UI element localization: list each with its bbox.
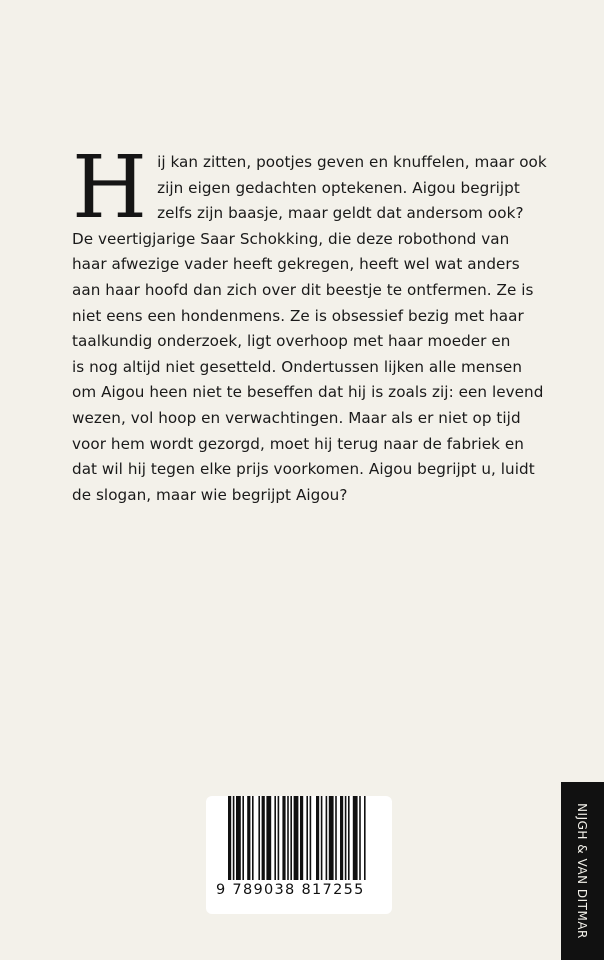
barcode-icon <box>228 796 370 882</box>
blurb-line: wezen, vol hoop en verwachtingen. Maar als er niet op tijd <box>72 408 521 427</box>
barcode-bar <box>228 796 231 880</box>
barcode-bar <box>326 796 328 880</box>
barcode-bar <box>316 796 319 880</box>
blurb-line: taalkundig onderzoek, ligt overhoop met haar moeder en <box>72 332 511 351</box>
blurb-line: de slogan, maar wie begrijpt Aigou? <box>72 485 348 504</box>
barcode-label <box>206 796 392 914</box>
barcode-bar <box>359 796 361 880</box>
barcode-bar <box>233 796 235 880</box>
blurb-line: aan haar hoofd dan zich over dit beestje te ontfermen. Ze is <box>72 280 534 299</box>
barcode-bar <box>340 796 343 880</box>
barcode-bar <box>353 796 358 880</box>
drop-cap: H <box>72 138 148 238</box>
barcode-bar <box>258 796 260 880</box>
blurb-line: ij kan zitten, pootjes geven en knuffelen, maar ook <box>157 153 547 171</box>
barcode-bar <box>278 796 280 880</box>
blurb-line: zijn eigen gedachten optekenen. Aigou begrijpt <box>157 178 520 197</box>
barcode-bar <box>300 796 303 880</box>
blurb-paragraph <box>72 138 547 508</box>
publisher-name: NIJGH & VAN DITMAR <box>575 803 590 939</box>
barcode-bar <box>306 796 308 880</box>
blurb-line: zelfs zijn baasje, maar geldt dat andersom ook? <box>157 204 524 223</box>
blurb-line: haar afwezige vader heeft gekregen, heeft wel wat anders <box>72 255 520 274</box>
barcode-bar <box>321 796 323 880</box>
barcode-bar <box>236 796 241 880</box>
barcode-bar <box>247 796 250 880</box>
barcode-bar <box>252 796 254 880</box>
barcode-bar <box>282 796 285 880</box>
barcode-bar <box>335 796 337 880</box>
barcode-bar <box>290 796 292 880</box>
barcode-bar <box>329 796 334 880</box>
barcode-bar <box>242 796 244 880</box>
back-cover-blurb <box>72 138 547 508</box>
publisher-tab <box>561 782 604 960</box>
barcode-bar <box>345 796 347 880</box>
blurb-line: dat wil hij tegen elke prijs voorkomen. Aigou begrijpt u, luidt <box>72 460 535 479</box>
blurb-line: niet eens een hondenmens. Ze is obsessief bezig met haar <box>72 306 524 325</box>
isbn-number: 9 789038 817255 <box>216 882 365 898</box>
blurb-line: De veertigjarige Saar Schokking, die deze robothond van <box>72 229 510 248</box>
blurb-line: voor hem wordt gezorgd, moet hij terug naar de fabriek en <box>72 434 524 453</box>
barcode-bar <box>364 796 366 880</box>
barcode-bar <box>287 796 289 880</box>
barcode-bar <box>266 796 271 880</box>
barcode-bar <box>294 796 299 880</box>
barcode-bar <box>348 796 350 880</box>
blurb-line: is nog altijd niet gesetteld. Ondertussen lijken alle mensen <box>72 357 522 376</box>
barcode-bar <box>274 796 276 880</box>
barcode-bar <box>310 796 312 880</box>
blurb-line: om Aigou heen niet te beseffen dat hij is zoals zij: een levend <box>72 383 544 402</box>
barcode-bar <box>262 796 265 880</box>
